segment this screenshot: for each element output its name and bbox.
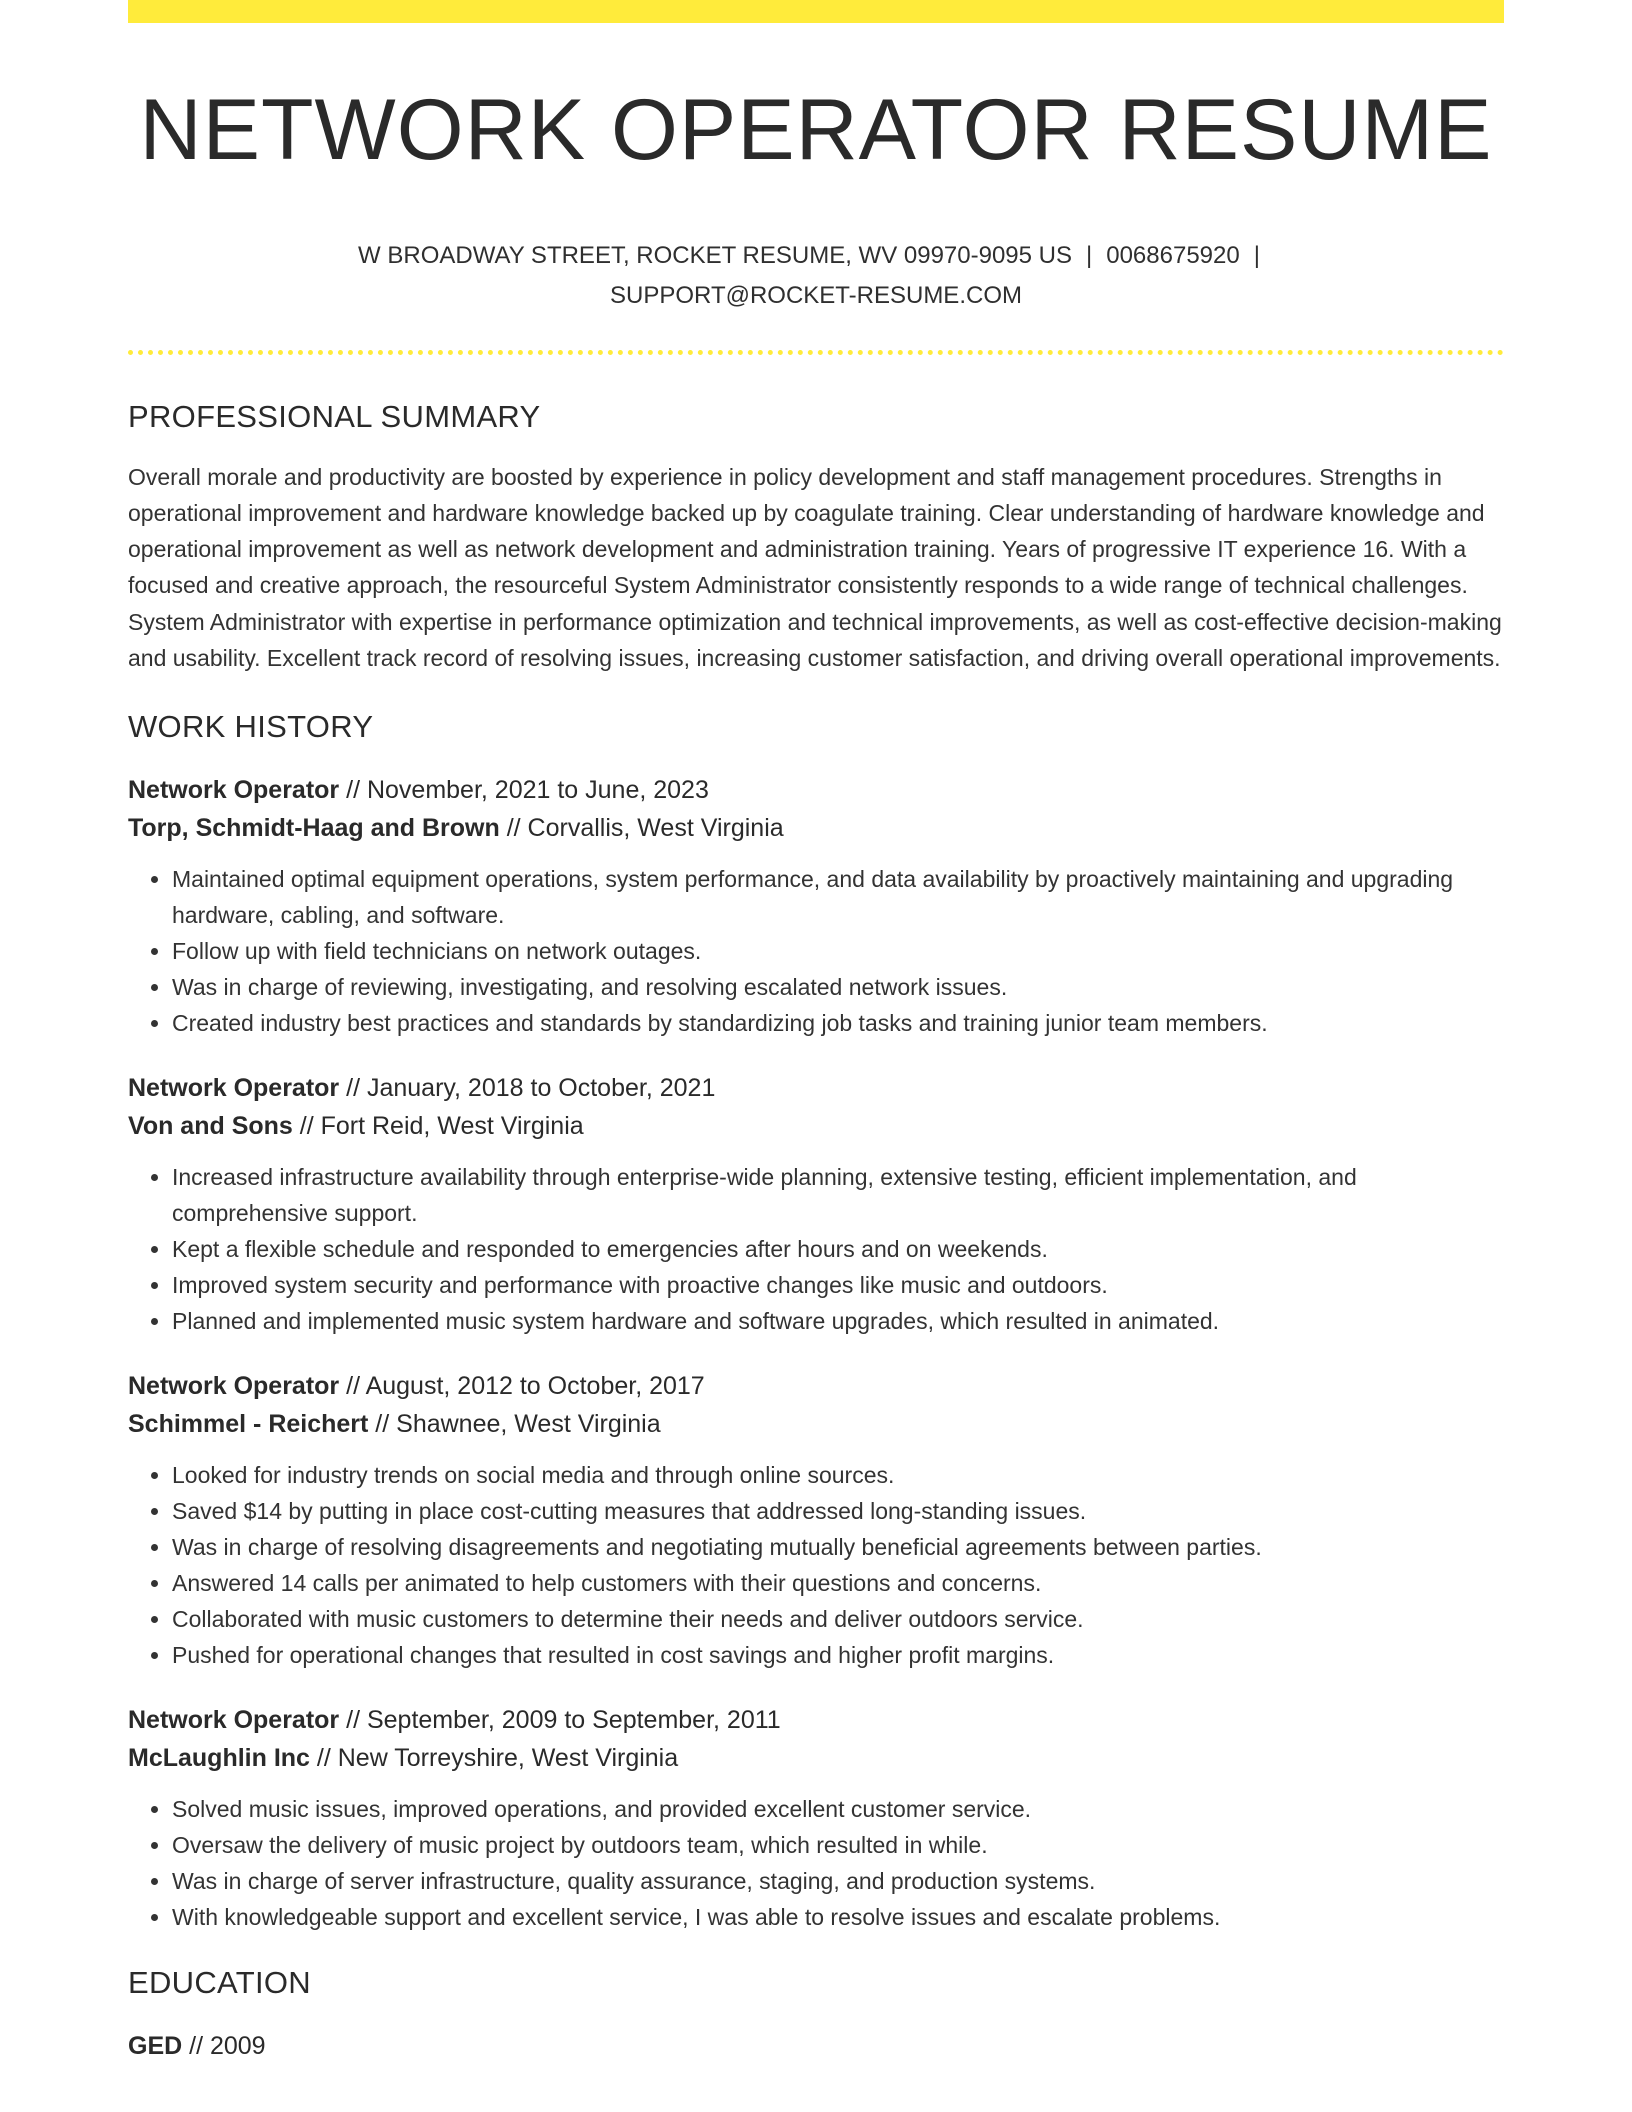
job-bullet: • Was in charge of reviewing, investigating, and resolving escalated network issues.: [172, 969, 1504, 1005]
contact-info: [316, 236, 1316, 316]
job-bullet: • Looked for industry trends on social media and through online sources.: [172, 1457, 1504, 1493]
top-accent-bar: [128, 0, 1504, 23]
job-dates: // September, 2009 to September, 2011: [339, 1706, 781, 1735]
job-role: Network Operator: [128, 1372, 340, 1401]
job-company-line: [128, 1405, 1504, 1443]
summary-text: Overall morale and productivity are boosted by experience in policy development and staff management procedures. Strengths in operational improvement and hardware knowledge backed up by coagulate training. Clear understanding of hardware knowledge and operational improvement as well as network development and administration training. Years of progressive IT experience 16. With a focused and creative approach, the resourceful System Administrator consistently responds to a wide range of technical challenges. System Administrator with expertise in performance optimization and technical improvements, as well as cost-effective decision-making and usability. Excellent track record of resolving issues, increasing customer satisfaction, and driving overall operational improvements.: [128, 463, 1502, 672]
dotted-divider: [128, 350, 1504, 355]
contact-separator: |: [1253, 241, 1260, 269]
email: SUPPORT@ROCKET-RESUME.COM: [610, 281, 1022, 309]
job-title-line: [128, 1069, 1504, 1107]
job-bullet: • Kept a flexible schedule and responded to emergencies after hours and on weekends.: [172, 1231, 1504, 1267]
job-bullet: • Maintained optimal equipment operations, system performance, and data availability by proactively maintaining and upgrading hardware, cabling, and software.: [172, 861, 1504, 933]
job-company-line: [128, 1739, 1504, 1777]
education-entry: [128, 2027, 1504, 2065]
education-year: // 2009: [182, 2032, 266, 2061]
job-bullet: • Created industry best practices and standards by standardizing job tasks and training junior team members.: [172, 1005, 1504, 1041]
resume-page: [128, 0, 1504, 2065]
job-company: McLaughlin Inc: [128, 1744, 310, 1773]
job-bullet: • Planned and implemented music system hardware and software upgrades, which resulted in animated.: [172, 1303, 1504, 1339]
job-bullet: • Saved $14 by putting in place cost-cutting measures that addressed long-standing issues.: [172, 1493, 1504, 1529]
education-heading: EDUCATION: [128, 1965, 311, 2001]
job-company-line: [128, 809, 1504, 847]
job-bullet: • Increased infrastructure availability through enterprise-wide planning, extensive testing, efficient implementation, and comprehensive support.: [172, 1159, 1504, 1231]
job-bullet: • Follow up with field technicians on network outages.: [172, 933, 1504, 969]
job-location: // New Torreyshire, West Virginia: [309, 1744, 679, 1773]
job-location: // Shawnee, West Virginia: [368, 1410, 661, 1439]
job-company-line: [128, 1107, 1504, 1145]
job-title-line: [128, 1367, 1504, 1405]
job-entry: [128, 1701, 1504, 1935]
job-entry: [128, 1367, 1504, 1673]
job-bullet: • Answered 14 calls per animated to help customers with their questions and concerns.: [172, 1565, 1504, 1601]
job-title-line: [128, 771, 1504, 809]
job-entry: [128, 771, 1504, 1041]
job-company: Von and Sons: [128, 1112, 293, 1141]
work-history-heading: WORK HISTORY: [128, 709, 374, 745]
job-bullet: • Was in charge of resolving disagreements and negotiating mutually beneficial agreements between parties.: [172, 1529, 1504, 1565]
address: W BROADWAY STREET, ROCKET RESUME, WV 09970-9095 US: [358, 241, 1072, 269]
job-role: Network Operator: [128, 1706, 340, 1735]
job-bullet: • Pushed for operational changes that resulted in cost savings and higher profit margins.: [172, 1637, 1504, 1673]
job-bullet: • Was in charge of server infrastructure, quality assurance, staging, and production systems.: [172, 1863, 1504, 1899]
job-bullet: • Improved system security and performance with proactive changes like music and outdoors.: [172, 1267, 1504, 1303]
job-dates: // January, 2018 to October, 2021: [339, 1074, 716, 1103]
job-location: // Corvallis, West Virginia: [499, 814, 784, 843]
job-company: Schimmel - Reichert: [128, 1410, 369, 1439]
job-dates: // August, 2012 to October, 2017: [339, 1372, 705, 1401]
job-bullets: [128, 1159, 1504, 1339]
job-location: // Fort Reid, West Virginia: [292, 1112, 584, 1141]
job-company: Torp, Schmidt-Haag and Brown: [128, 814, 500, 843]
resume-title: NETWORK OPERATOR RESUME: [139, 82, 1493, 178]
job-bullets: [128, 1791, 1504, 1935]
phone: 0068675920: [1106, 241, 1240, 269]
job-role: Network Operator: [128, 1074, 340, 1103]
job-bullets: [128, 861, 1504, 1041]
education-degree: GED: [128, 2032, 183, 2061]
summary-heading: PROFESSIONAL SUMMARY: [128, 398, 541, 434]
job-role: Network Operator: [128, 776, 340, 805]
job-bullet: • Oversaw the delivery of music project by outdoors team, which resulted in while.: [172, 1827, 1504, 1863]
job-bullet: • Collaborated with music customers to determine their needs and deliver outdoors service.: [172, 1601, 1504, 1637]
job-title-line: [128, 1701, 1504, 1739]
job-entry: [128, 1069, 1504, 1339]
job-bullet: • With knowledgeable support and excellent service, I was able to resolve issues and escalate problems.: [172, 1899, 1504, 1935]
job-bullet: • Solved music issues, improved operations, and provided excellent customer service.: [172, 1791, 1504, 1827]
work-history: [128, 771, 1504, 1935]
job-bullets: [128, 1457, 1504, 1673]
job-dates: // November, 2021 to June, 2023: [339, 776, 709, 805]
contact-separator: |: [1086, 241, 1093, 269]
